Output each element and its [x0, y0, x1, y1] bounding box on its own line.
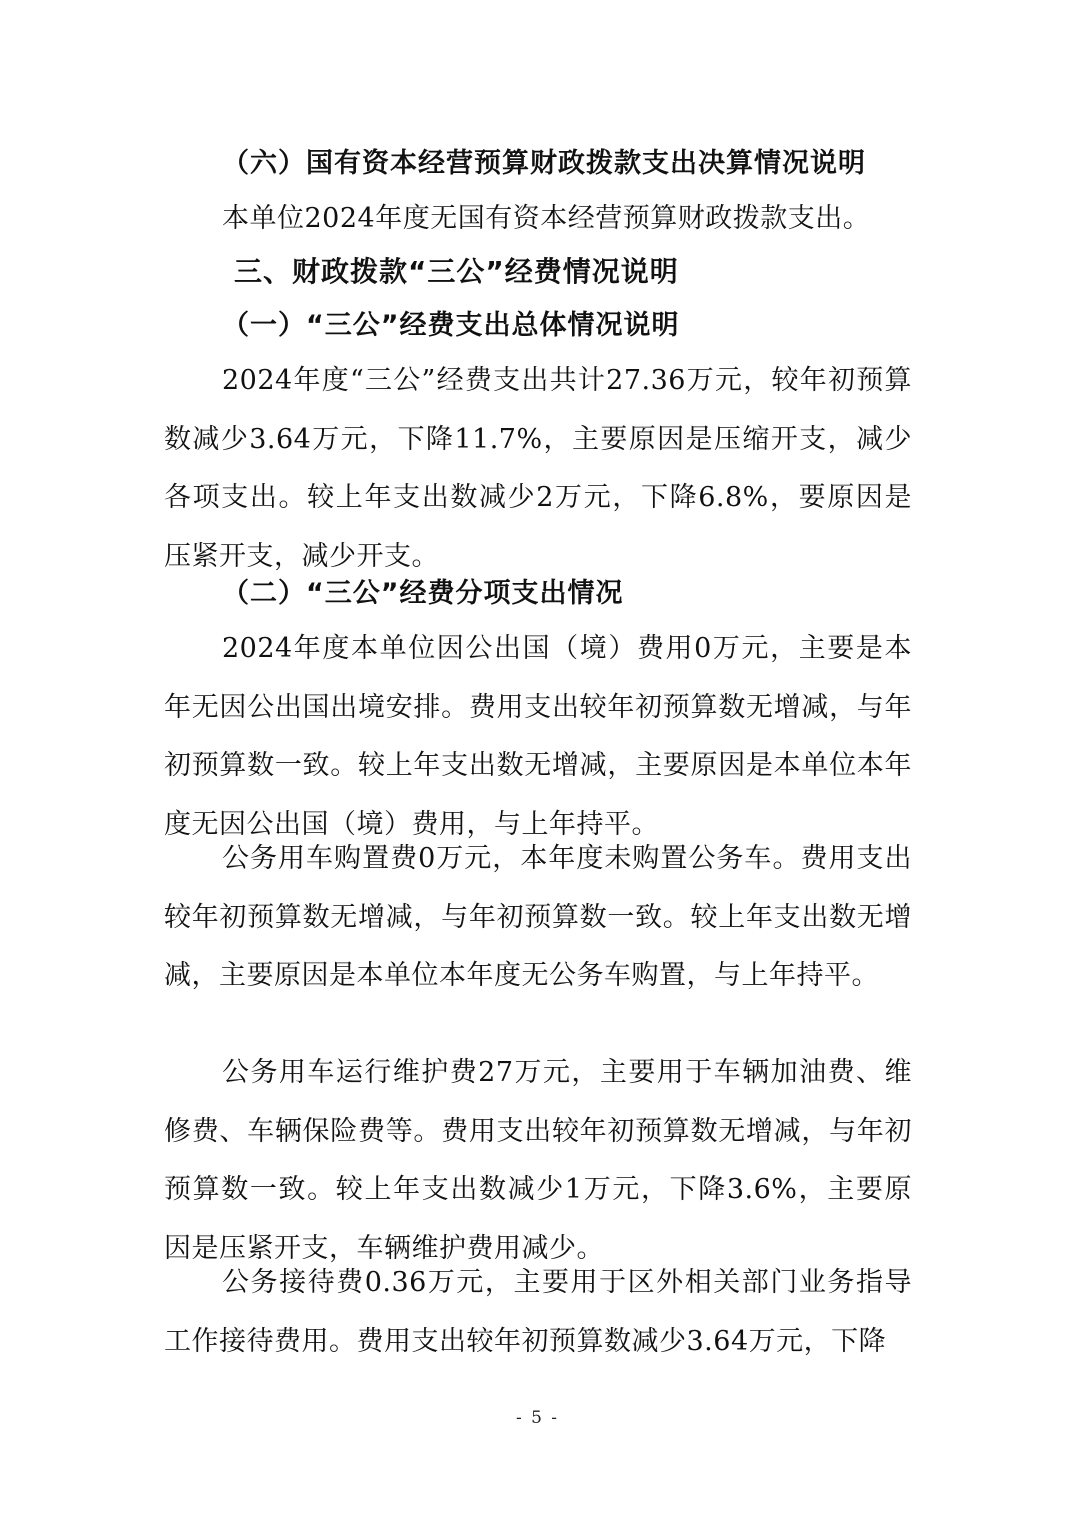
section-6-heading: （六）国有资本经营预算财政拨款支出决算情况说明 [222, 148, 866, 179]
section-6-paragraph: 本单位2024年度无国有资本经营预算财政拨款支出。 [222, 203, 871, 234]
paragraph-vehicle-purchase: 公务用车购置费0万元，本年度未购置公务车。费用支出较年初预算数无增减，与年初预算数一致。较上年支出数无增减，主要原因是本单位本年度无公务车购置，与上年持平。 [164, 843, 912, 991]
section-three-heading: 三、财政拨款“三公”经费情况说明 [234, 255, 679, 288]
page-number: - 5 - [515, 1408, 560, 1428]
paragraph-overseas-travel: 2024年度本单位因公出国（境）费用0万元，主要是本年无因公出国出境安排。费用支出较年初预算数无增减，与年初预算数一致。较上年支出数无增减，主要原因是本单位本年度无因公出国（境）费用，与上年持平。 [164, 633, 912, 840]
paragraph-vehicle-maintenance: 公务用车运行维护费27万元，主要用于车辆加油费、维修费、车辆保险费等。费用支出较年初预算数无增减，与年初预算数一致。较上年支出数减少1万元，下降3.6%，主要原因是压紧开支，车辆维护费用减少。 [164, 1057, 912, 1264]
subsection-2-heading: （二）“三公”经费分项支出情况 [222, 578, 624, 609]
subsection-1-paragraph: 2024年度“三公”经费支出共计27.36万元，较年初预算数减少3.64万元，下降11.7%，主要原因是压缩开支，减少各项支出。较上年支出数减少2万元，下降6.8%，要原因是压紧开支，减少开支。 [164, 365, 912, 572]
subsection-1-heading: （一）“三公”经费支出总体情况说明 [222, 310, 680, 341]
paragraph-reception: 公务接待费0.36万元，主要用于区外相关部门业务指导工作接待费用。费用支出较年初预算数减少3.64万元，下降 [164, 1267, 912, 1357]
